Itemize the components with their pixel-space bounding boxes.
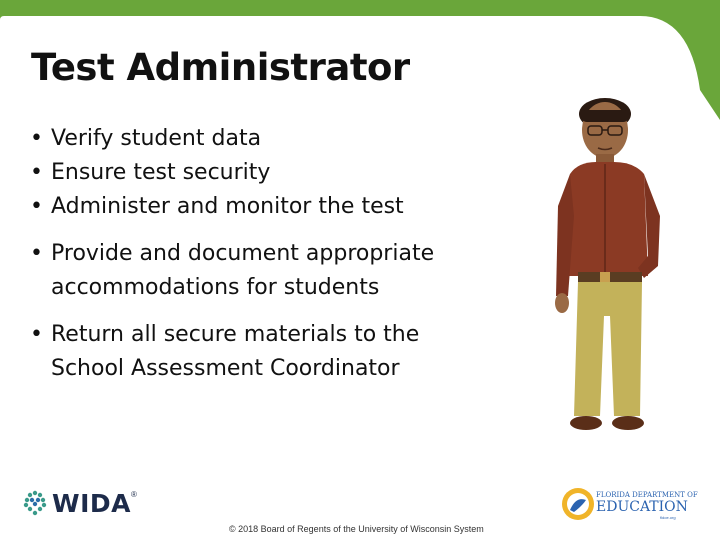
svg-text:FLORIDA DEPARTMENT OF: FLORIDA DEPARTMENT OF: [596, 491, 698, 499]
bullet-item: • Return all secure materials to the School Assessment Coordinator: [30, 318, 470, 386]
wida-trademark: ®: [130, 490, 137, 499]
copyright-text: © 2018 Board of Regents of the University of Wisconsin System: [229, 524, 484, 534]
wida-logo-icon: [22, 490, 48, 516]
bullet-item: • Verify student data: [30, 122, 470, 156]
svg-text:fldoe.org: fldoe.org: [660, 515, 676, 520]
florida-doe-seal-icon: [560, 484, 698, 524]
wida-logo: [22, 488, 137, 518]
bullet-item: • Administer and monitor the test: [30, 190, 470, 224]
bullet-item: • Ensure test security: [30, 156, 470, 190]
svg-text:EDUCATION: EDUCATION: [596, 499, 688, 515]
bullet-list: [30, 122, 470, 386]
wida-logo-text: WIDA: [52, 488, 131, 518]
person-illustration: [548, 96, 678, 446]
bullet-item: • Provide and document appropriate accommodations for students: [30, 237, 470, 305]
slide-title: Test Administrator: [31, 46, 410, 89]
